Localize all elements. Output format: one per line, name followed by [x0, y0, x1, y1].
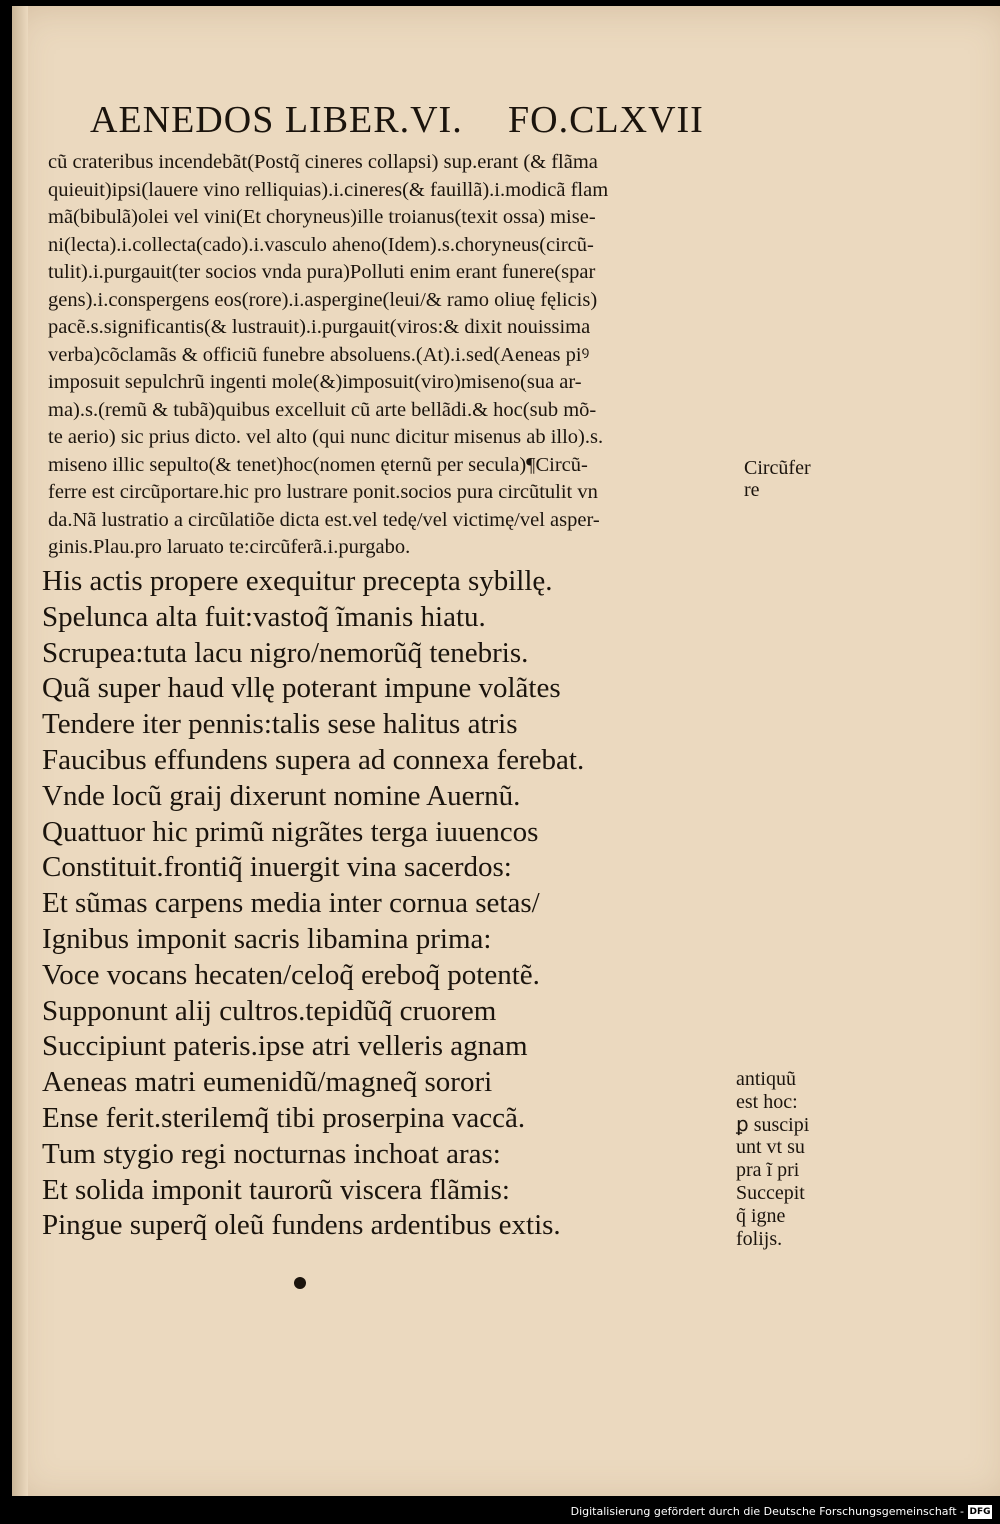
verse-line: His actis propere exequitur precepta sybillę.	[42, 565, 553, 597]
verse-line: Voce vocans hecaten/celoq̃ ereboq̃ potentẽ.	[42, 958, 540, 991]
verse-line: Spelunca alta fuit:vastoq̃ ĩmanis hiatu.	[42, 600, 486, 633]
verse-line: Et solida imponit taurorũ viscera flãmis:	[42, 1173, 510, 1206]
ornament-dot	[294, 1277, 306, 1289]
verse-line: Vnde locũ graij dixerunt nomine Auernũ.	[42, 779, 521, 812]
folio-number: FO.CLXVII	[508, 99, 704, 141]
dfg-logo: DFG	[969, 1507, 991, 1517]
commentary-line: cũ crateribus incendebãt(Postq̃ cineres collapsi) sup.erant (& flãma	[48, 151, 598, 173]
verse-line: Tendere iter pennis:talis sese halitus atris	[42, 708, 518, 741]
commentary-line: imposuit sepulchrũ ingenti mole(&)imposuit(viro)miseno(sua ar-	[48, 371, 582, 393]
verse-block	[42, 564, 732, 1244]
commentary-line: te aerio) sic prius dicto. vel alto (qui nunc dicitur misenus ab illo).s.	[48, 426, 604, 448]
margin-note-line: unt vt su	[736, 1136, 805, 1159]
verse-line: Constituit.frontiq̃ inuergit vina sacerdos:	[42, 851, 512, 884]
margin-note-line: Succepit	[736, 1181, 805, 1204]
verse-line: Pingue superq̃ oleũ fundens ardentibus extis.	[42, 1209, 561, 1242]
funding-credit: Digitalisierung gefördert durch die Deutsche Forschungsgemeinschaft -	[570, 1505, 964, 1518]
margin-note-line: re	[744, 479, 760, 501]
commentary-line: quieuit)ipsi(lauere vino relliquias).i.cineres(& fauillã).i.modicã flam	[48, 178, 609, 201]
margin-note-line: antiquũ	[736, 1068, 796, 1090]
verse-line: Tum stygio regi nocturnas inchoat aras:	[42, 1137, 501, 1170]
verse-line: Faucibus effundens supera ad connexa ferebat.	[42, 743, 585, 776]
commentary-line: tulit).i.purgauit(ter socios vnda pura)Polluti enim erant funere(spar	[48, 261, 596, 283]
verse-line: Ense ferit.sterilemq̃ tibi proserpina vaccã.	[42, 1101, 526, 1134]
margin-note-line: ꝑ suscipi	[736, 1113, 810, 1136]
verse-line: Quattuor hic primũ nigrãtes terga iuuencos	[42, 815, 539, 848]
margin-note-line: est hoc:	[736, 1090, 798, 1113]
margin-note-line: pra ĩ pri	[736, 1159, 800, 1182]
margin-note-antiquum	[736, 1068, 809, 1250]
commentary-line: pacẽ.s.significantis(& lustrauit).i.purgauit(viros:& dixit nouissima	[48, 316, 591, 338]
verse-line: Supponunt alij cultros.tepidũq̃ cruorem	[42, 994, 497, 1027]
commentary-line: ni(lecta).i.collecta(cado).i.vasculo aheno(Idem).s.choryneus(circũ-	[48, 233, 594, 256]
margin-note-line: Circũfer	[744, 457, 811, 479]
commentary-block	[48, 149, 748, 562]
commentary-line: ma).s.(remũ & tubã)quibus excelluit cũ arte bellãdi.& hoc(sub mõ-	[48, 398, 597, 421]
commentary-line: gens).i.conspergens eos(rore).i.aspergine(leui/& ramo oliuę fęlicis)	[48, 288, 598, 311]
margin-note-circumferre	[744, 457, 811, 501]
commentary-line: ferre est circũportare.hic pro lustrare ponit.socios pura circũtulit vn	[48, 481, 598, 503]
running-title: AENEDOS LIBER.VI.	[90, 99, 463, 141]
commentary-line: da.Nã lustratio a circũlatiõe dicta est.vel tedę/vel victimę/vel asper-	[48, 508, 600, 531]
verse-line: Quã super haud vllę poterant impune volãtes	[42, 672, 561, 705]
commentary-line: ginis.Plau.pro laruato te:circũferã.i.purgabo.	[48, 536, 411, 558]
verse-line: Ignibus imponit sacris libamina prima:	[42, 922, 492, 955]
margin-note-line: q̃ igne	[736, 1204, 786, 1227]
book-page	[12, 6, 1000, 1502]
margin-note-line: folijs.	[736, 1227, 783, 1250]
commentary-line: verba)cõclamãs & officiũ funebre absoluens.(At).i.sed(Aeneas piꝰ	[48, 343, 590, 366]
verse-line: Succipiunt pateris.ipse atri velleris agnam	[42, 1030, 528, 1063]
footer-bar	[0, 1496, 1000, 1524]
verse-line: Aeneas matri eumenidũ/magneq̃ sorori	[42, 1066, 493, 1099]
commentary-line: mã(bibulã)olei vel vini(Et choryneus)ille troianus(texit ossa) mise-	[48, 206, 596, 228]
verse-line: Et sũmas carpens media inter cornua setas/	[42, 887, 540, 920]
verse-line: Scrupea:tuta lacu nigro/nemorũq̃ tenebris.	[42, 636, 529, 669]
commentary-line: miseno illic sepulto(& tenet)hoc(nomen ęternũ per secula)¶Circũ-	[48, 453, 588, 476]
page-header	[90, 98, 730, 142]
